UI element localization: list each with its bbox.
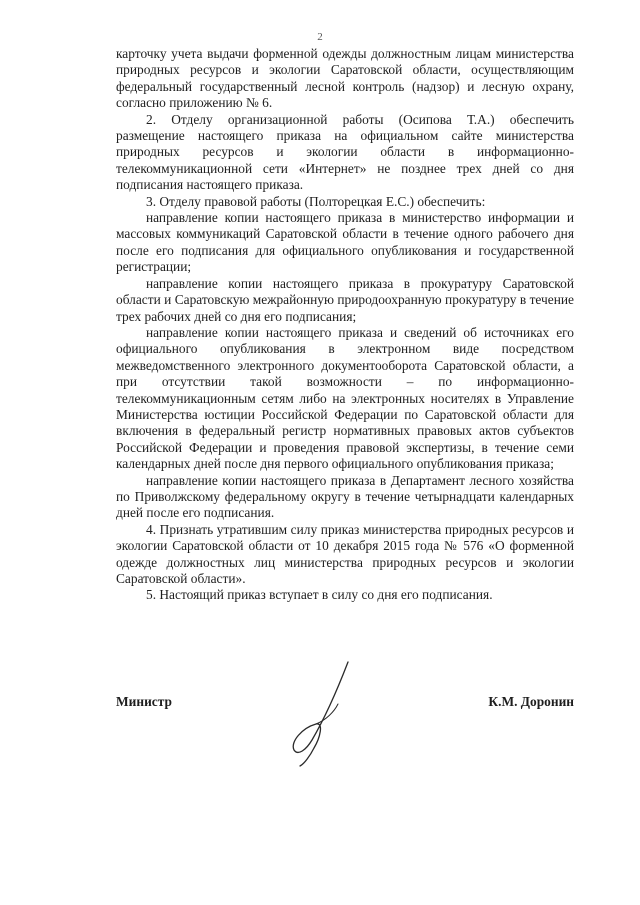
paragraph-subitem: направление копии настоящего приказа в Департамент лесного хозяйства по Приволжскому федеральному округу в течение четырнадцати календарных дней после его подписания. xyxy=(116,472,574,521)
signature-block xyxy=(116,690,574,770)
paragraph-item-2: 2. Отделу организационной работы (Осипова Т.А.) обеспечить размещение настоящего приказа на официальном сайте министерства природных ресурсов и экологии области в информационно-телекоммуникационной сети «Интернет» не позднее трех дней со дня подписания настоящего приказа. xyxy=(116,111,574,193)
paragraph-continuation: карточку учета выдачи форменной одежды должностным лицам министерства природных ресурсов и экологии Саратовской области, осуществляющим федеральный государственный лесной контроль (надзор) и лесную охрану, согласно приложению № 6. xyxy=(116,46,574,111)
document-body xyxy=(116,46,574,604)
paragraph-item-4: 4. Признать утратившим силу приказ министерства природных ресурсов и экологии Саратовской области от 10 декабря 2015 года № 576 «О форменной одежде должностных лиц министерства природных ресурсов и экологии Саратовской области». xyxy=(116,521,574,586)
paragraph-item-5: 5. Настоящий приказ вступает в силу со дня его подписания. xyxy=(146,587,493,603)
signatory-name: К.М. Доронин xyxy=(488,694,574,709)
paragraph-subitem: направление копии настоящего приказа в прокуратуру Саратовской области и Саратовскую межрайонную природоохранную прокуратуру в течение трех рабочих дней со дня его подписания; xyxy=(116,275,574,324)
paragraph-subitem: направление копии настоящего приказа и сведений об источниках его официального опубликования в электронном виде посредством межведомственного электронного документооборота Саратовской области, а при отсутствии такой возможности – по информационно-телекоммуникационным сетям либо на электронных носителях в Управление Министерства юстиции Российской Федерации по Саратовской области для включения в федеральный регистр нормативных правовых актов субъектов Российской Федерации и проведения правовой экспертизы, в течение семи календарных дней после дня первого официального опубликования приказа; xyxy=(116,324,574,472)
paragraph-item-3: 3. Отделу правовой работы (Полторецкая Е.С.) обеспечить: xyxy=(146,193,486,209)
handwritten-signature xyxy=(286,658,366,768)
paragraph-subitem: направление копии настоящего приказа в министерство информации и массовых коммуникаций Саратовской области в течение одного рабочего дня после его подписания для официального опубликования и государственной регистрации; xyxy=(116,210,574,275)
signatory-title: Министр xyxy=(116,694,172,709)
page-number: 2 xyxy=(317,31,323,43)
